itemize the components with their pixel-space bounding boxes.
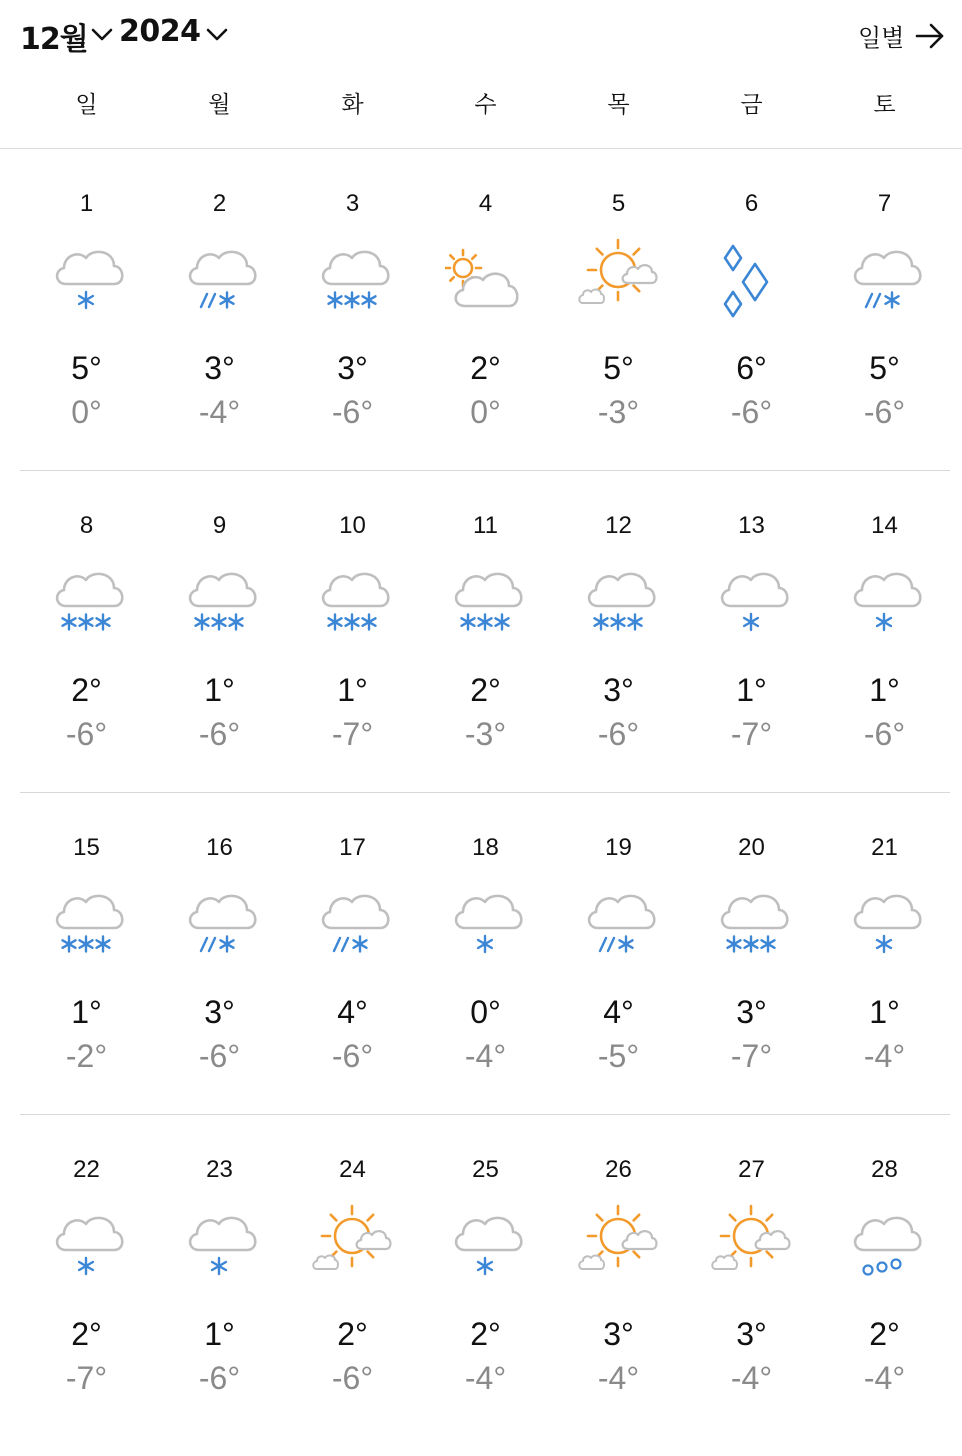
cloud-snow-1-icon: [844, 874, 924, 964]
low-temp: -6°: [198, 716, 241, 752]
cloud-snow-1-icon: [445, 874, 525, 964]
day-number: 5: [611, 190, 626, 217]
day-cell[interactable]: [818, 1156, 951, 1456]
low-temp: -2°: [65, 1038, 108, 1074]
low-temp: -7°: [730, 1038, 773, 1074]
day-cell[interactable]: [153, 512, 286, 812]
cloud-snow-3-icon: [46, 552, 126, 642]
day-number: 19: [605, 834, 632, 861]
day-cell[interactable]: [685, 1156, 818, 1456]
weekday-label: 수: [474, 92, 497, 118]
daily-view-link[interactable]: 일별: [858, 24, 905, 52]
cloud-sleet-icon: [844, 230, 924, 320]
day-number: 15: [73, 834, 100, 861]
cloud-snow-3-icon: [445, 552, 525, 642]
low-temp: -6°: [331, 394, 374, 430]
day-number: 8: [79, 512, 94, 539]
day-number: 2: [212, 190, 227, 217]
day-cell[interactable]: [419, 834, 552, 1134]
day-number: 7: [877, 190, 892, 217]
high-temp: 3°: [736, 994, 767, 1030]
cloud-snow-1-icon: [46, 230, 126, 320]
low-temp: -3°: [464, 716, 507, 752]
low-temp: -4°: [464, 1038, 507, 1074]
cloud-snow-1-icon: [711, 552, 791, 642]
low-temp: -5°: [597, 1038, 640, 1074]
day-number: 10: [339, 512, 366, 539]
chevron-down-icon[interactable]: [205, 26, 229, 42]
low-temp: -3°: [597, 394, 640, 430]
high-temp: 0°: [470, 994, 501, 1030]
month-select[interactable]: 12월: [20, 22, 88, 57]
high-temp: 1°: [204, 1316, 235, 1352]
day-cell[interactable]: [419, 1156, 552, 1456]
low-temp: -6°: [863, 716, 906, 752]
day-number: 1: [79, 190, 94, 217]
high-temp: 2°: [470, 1316, 501, 1352]
day-number: 25: [472, 1156, 499, 1183]
weekday-label: 목: [607, 92, 630, 118]
low-temp: -4°: [464, 1360, 507, 1396]
low-temp: -6°: [863, 394, 906, 430]
day-cell[interactable]: [153, 834, 286, 1134]
day-cell[interactable]: [552, 1156, 685, 1456]
cloud-sleet-icon: [179, 230, 259, 320]
cloud-sleet-icon: [312, 874, 392, 964]
sun-behind-cloud-icon: [445, 230, 525, 320]
day-number: 23: [206, 1156, 233, 1183]
divider: [0, 148, 962, 149]
day-number: 20: [738, 834, 765, 861]
high-temp: 1°: [736, 672, 767, 708]
day-number: 11: [473, 512, 498, 539]
low-temp: -4°: [863, 1360, 906, 1396]
high-temp: 1°: [204, 672, 235, 708]
week-divider: [20, 1114, 950, 1115]
day-number: 17: [339, 834, 366, 861]
day-number: 12: [605, 512, 632, 539]
low-temp: -4°: [597, 1360, 640, 1396]
high-temp: 3°: [204, 350, 235, 386]
day-cell[interactable]: [419, 190, 552, 490]
sun-small-clouds-icon: [312, 1196, 392, 1286]
high-temp: 2°: [71, 1316, 102, 1352]
week-divider: [20, 792, 950, 793]
high-temp: 2°: [470, 350, 501, 386]
day-number: 6: [744, 190, 759, 217]
sun-small-clouds-icon: [711, 1196, 791, 1286]
high-temp: 1°: [337, 672, 368, 708]
day-number: 13: [738, 512, 765, 539]
cloud-snow-1-icon: [445, 1196, 525, 1286]
low-temp: -4°: [198, 394, 241, 430]
low-temp: -6°: [198, 1360, 241, 1396]
weekday-label: 화: [341, 92, 364, 118]
day-cell[interactable]: [818, 834, 951, 1134]
low-temp: -6°: [198, 1038, 241, 1074]
cloud-snow-3-icon: [312, 552, 392, 642]
day-cell[interactable]: [552, 834, 685, 1134]
week-divider: [20, 470, 950, 471]
arrow-right-icon[interactable]: [914, 22, 946, 50]
cloud-snow-3-icon: [179, 552, 259, 642]
cloud-snow-1-icon: [46, 1196, 126, 1286]
day-cell[interactable]: [286, 190, 419, 490]
high-temp: 2°: [71, 672, 102, 708]
weekday-header-row: [0, 86, 962, 134]
high-temp: 6°: [736, 350, 767, 386]
cloud-sleet-icon: [578, 874, 658, 964]
low-temp: 0°: [71, 394, 102, 430]
weekday-label: 월: [208, 92, 231, 118]
low-temp: -6°: [331, 1038, 374, 1074]
weekday-label: 일: [75, 92, 98, 118]
high-temp: 2°: [869, 1316, 900, 1352]
day-number: 3: [345, 190, 360, 217]
day-cell[interactable]: [20, 1156, 153, 1456]
day-cell[interactable]: [20, 190, 153, 490]
day-number: 26: [605, 1156, 632, 1183]
day-number: 18: [472, 834, 499, 861]
cloud-snow-3-icon: [312, 230, 392, 320]
day-cell[interactable]: [153, 190, 286, 490]
day-cell[interactable]: [685, 834, 818, 1134]
low-temp: -6°: [65, 716, 108, 752]
high-temp: 5°: [71, 350, 102, 386]
day-cell[interactable]: [552, 512, 685, 812]
low-temp: -6°: [730, 394, 773, 430]
low-temp: 0°: [470, 394, 501, 430]
high-temp: 5°: [603, 350, 634, 386]
low-temp: -7°: [65, 1360, 108, 1396]
day-cell[interactable]: [20, 512, 153, 812]
day-cell[interactable]: [552, 190, 685, 490]
chevron-down-icon[interactable]: [90, 26, 114, 42]
high-temp: 1°: [869, 994, 900, 1030]
cloud-hail-icon: [844, 1196, 924, 1286]
high-temp: 3°: [603, 672, 634, 708]
low-temp: -6°: [597, 716, 640, 752]
day-cell[interactable]: [286, 512, 419, 812]
day-number: 16: [206, 834, 233, 861]
low-temp: -4°: [730, 1360, 773, 1396]
high-temp: 5°: [869, 350, 900, 386]
low-temp: -7°: [730, 716, 773, 752]
cloud-snow-3-icon: [711, 874, 791, 964]
day-cell[interactable]: [818, 512, 951, 812]
day-cell[interactable]: [286, 834, 419, 1134]
low-temp: -4°: [863, 1038, 906, 1074]
day-number: 21: [871, 834, 898, 861]
year-select[interactable]: 2024: [119, 14, 201, 49]
cloud-snow-1-icon: [844, 552, 924, 642]
cloud-sleet-icon: [179, 874, 259, 964]
high-temp: 3°: [204, 994, 235, 1030]
day-cell[interactable]: [685, 512, 818, 812]
sun-small-clouds-icon: [578, 230, 658, 320]
high-temp: 2°: [470, 672, 501, 708]
high-temp: 1°: [71, 994, 102, 1030]
sun-small-clouds-icon: [578, 1196, 658, 1286]
day-cell[interactable]: [419, 512, 552, 812]
high-temp: 3°: [736, 1316, 767, 1352]
high-temp: 1°: [869, 672, 900, 708]
day-number: 9: [212, 512, 227, 539]
cloud-snow-1-icon: [179, 1196, 259, 1286]
low-temp: -7°: [331, 716, 374, 752]
calendar-header: [0, 0, 962, 72]
day-cell[interactable]: [153, 1156, 286, 1456]
day-number: 4: [478, 190, 493, 217]
day-number: 22: [73, 1156, 100, 1183]
high-temp: 3°: [337, 350, 368, 386]
cloud-snow-3-icon: [46, 874, 126, 964]
day-number: 24: [339, 1156, 366, 1183]
weekday-label: 토: [873, 92, 896, 118]
day-cell[interactable]: [20, 834, 153, 1134]
high-temp: 4°: [337, 994, 368, 1030]
high-temp: 2°: [337, 1316, 368, 1352]
day-cell[interactable]: [818, 190, 951, 490]
day-number: 28: [871, 1156, 898, 1183]
day-cell[interactable]: [286, 1156, 419, 1456]
low-temp: -6°: [331, 1360, 374, 1396]
day-number: 27: [738, 1156, 765, 1183]
cloud-snow-3-icon: [578, 552, 658, 642]
ice-crystals-icon: [711, 230, 791, 320]
day-cell[interactable]: [685, 190, 818, 490]
high-temp: 3°: [603, 1316, 634, 1352]
high-temp: 4°: [603, 994, 634, 1030]
weekday-label: 금: [740, 92, 763, 118]
day-number: 14: [871, 512, 898, 539]
